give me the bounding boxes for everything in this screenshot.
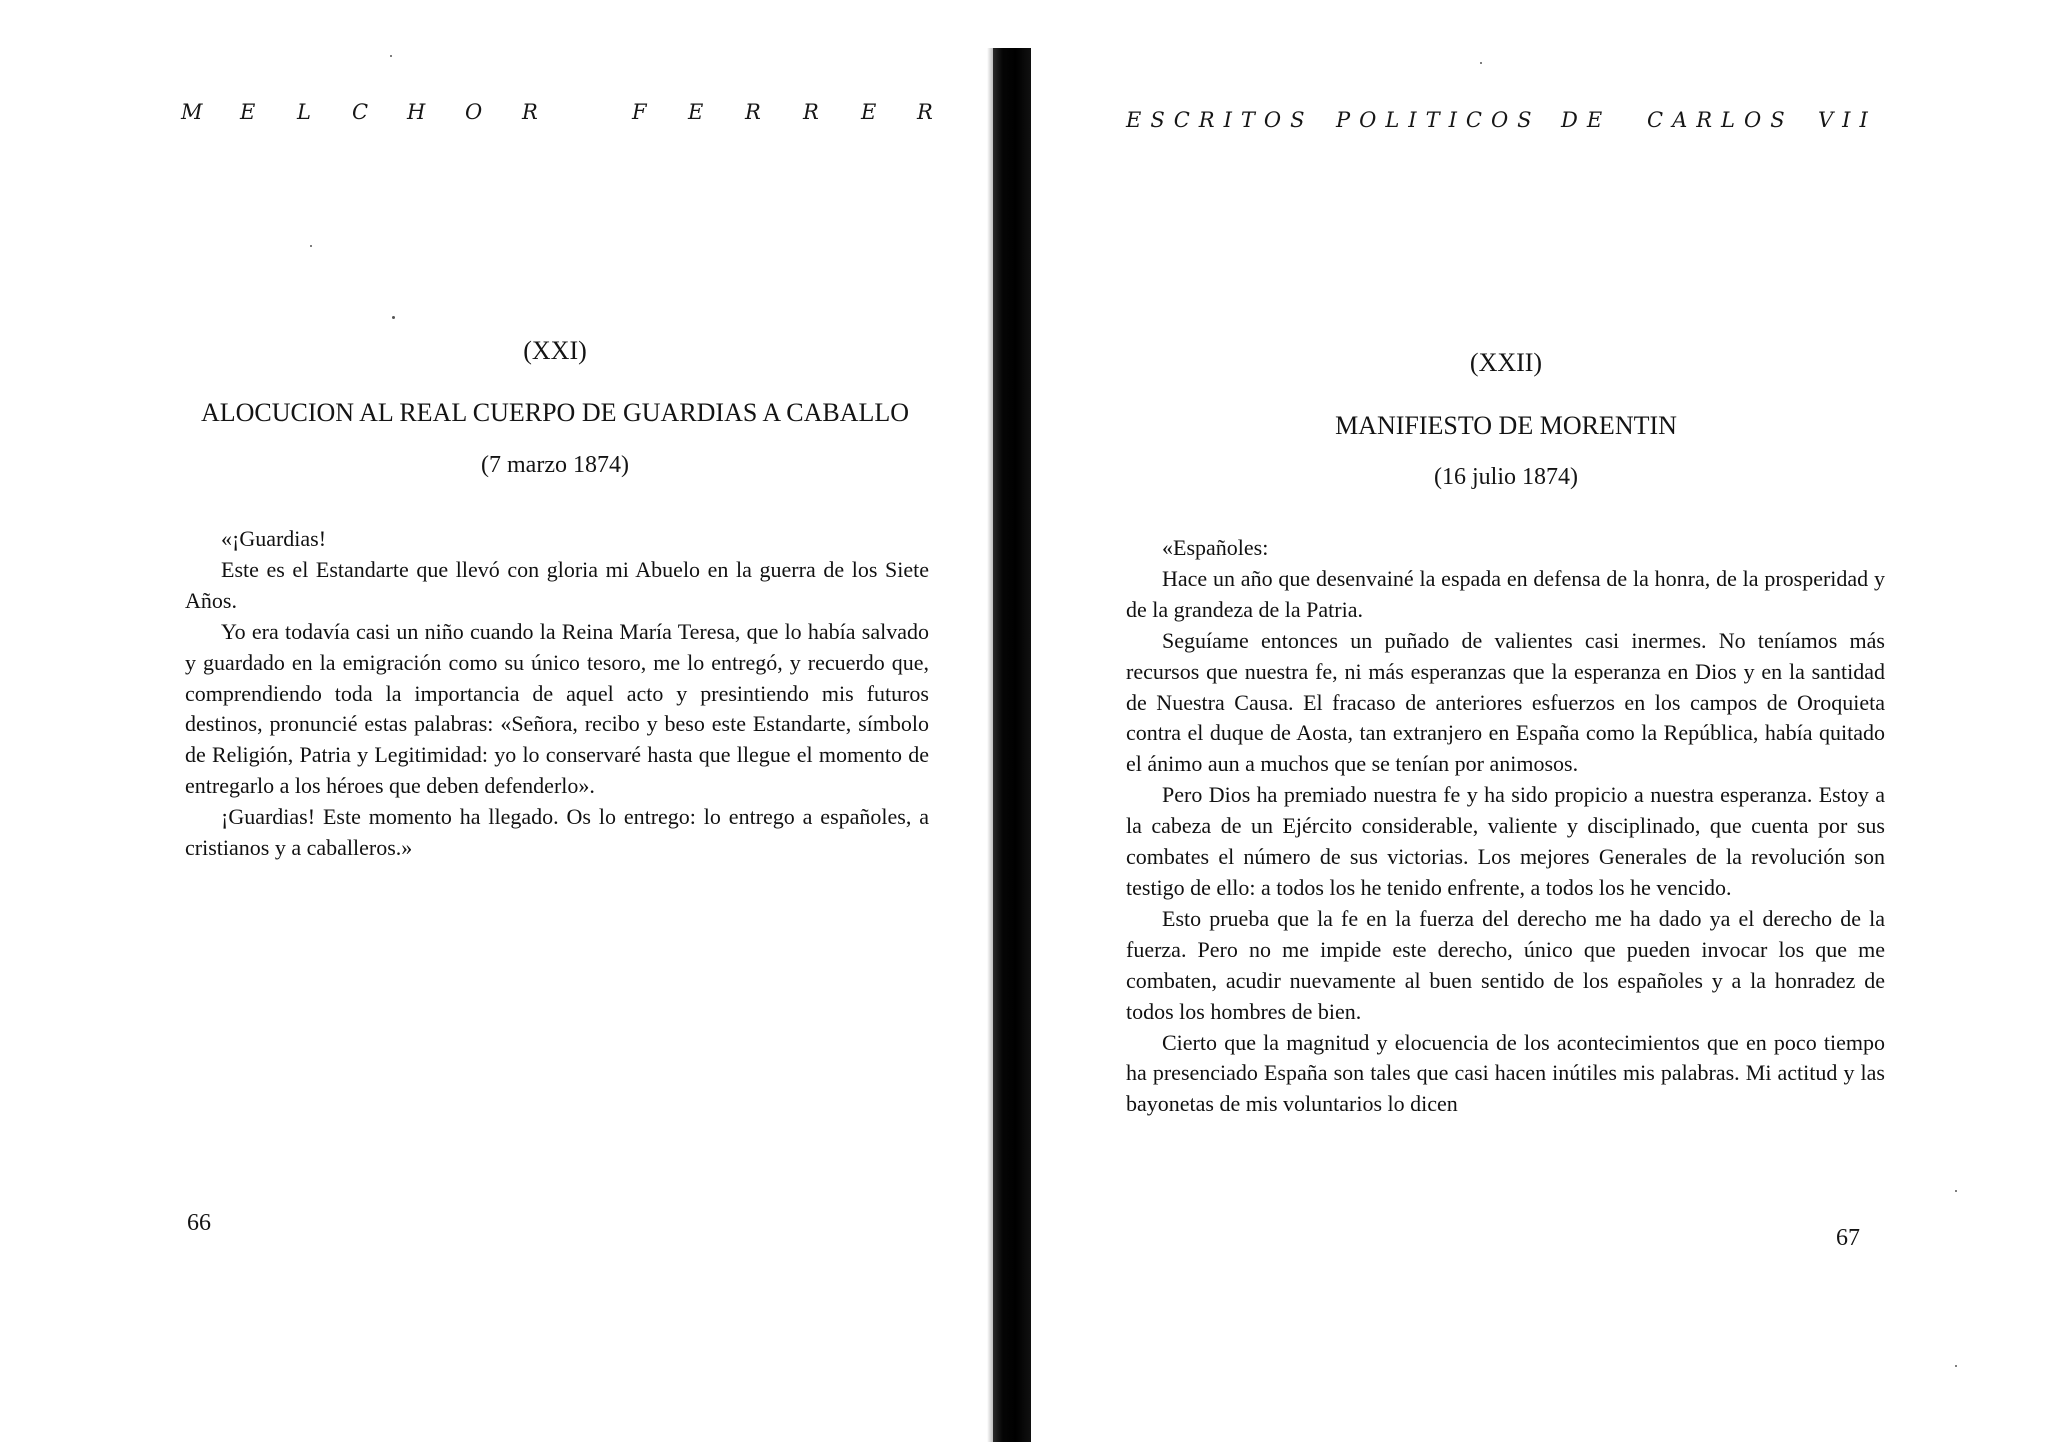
running-head-letter: E: [688, 100, 704, 124]
paper-speck: [310, 245, 312, 247]
chapter-number: (XXI): [523, 336, 587, 365]
paragraph: ¡Guardias! Este momento ha llegado. Os lo entrego: lo entrego a españoles, a cristianos y a caballeros.»: [185, 804, 929, 861]
running-head-letter: R: [745, 100, 761, 124]
right-page: [1010, 0, 2048, 1442]
paragraph: Este es el Estandarte que llevó con gloria mi Abuelo en la guerra de los Siete Años.: [185, 556, 929, 613]
paper-speck: [1955, 1190, 1957, 1192]
paragraph: Seguíame entonces un puñado de valientes casi inermes. No teníamos más recursos que nuestra fe, ni más esperanzas que la esperanza en Dios y en la santidad de Nuestra Causa. El fracaso de anteriores esfuerzos en los campos de Oroquieta contra el duque de Aosta, tan extranjero en España como la República, había quitado el ánimo aun a muchos que se tenían por animosos.: [1126, 627, 1885, 777]
paper-speck: [390, 55, 392, 57]
chapter-number: (XXII): [1469, 348, 1543, 377]
chapter-date: (16 julio 1874): [1434, 464, 1578, 490]
body-text: [1126, 533, 1885, 1120]
running-head-letter: C: [352, 100, 369, 124]
running-head-word: CARLOS: [1647, 108, 1794, 132]
running-head-letter: R: [522, 100, 538, 124]
running-head-word: POLITICOS: [1336, 108, 1541, 132]
running-head-letter: E: [240, 100, 256, 124]
paragraph: «¡Guardias!: [221, 526, 327, 551]
paragraph: Pero Dios ha premiado nuestra fe y ha sido propicio a nuestra esperanza. Estoy a la cabeza de un Ejército considerable, valiente y disciplinado, que cuenta por sus combates el número de sus victorias. Los mejores Generales de la revolución son testigo de ello: a todos los he tenido enfrente, a todos los he vencido.: [1126, 782, 1885, 900]
running-head-letter: O: [465, 100, 483, 124]
running-head-word: VII: [1818, 108, 1877, 132]
chapter-title: MANIFIESTO DE MORENTIN: [1335, 411, 1677, 440]
left-page: [0, 0, 990, 1442]
running-head-letter: H: [407, 100, 426, 124]
paragraph: Yo era todavía casi un niño cuando la Reina María Teresa, que lo había salvado y guardado en la emigración como su único tesoro, me lo entregó, y recuerdo que, comprendiendo toda la importancia de aquel acto y presintiendo mis futuros destinos, pronuncié estas palabras: «Señora, recibo y beso este Estandarte, símbolo de Religión, Patria y Legitimidad: yo lo conservaré hasta que llegue el momento de entregarlo a los héroes que deben defenderlo».: [185, 618, 929, 799]
paragraph: Hace un año que desenvainé la espada en defensa de la honra, de la prosperidad y de la grandeza de la Patria.: [1126, 565, 1885, 622]
running-head-word: DE: [1561, 108, 1612, 132]
running-head-letter: E: [861, 100, 877, 124]
page-number: 67: [1836, 1225, 1860, 1251]
running-head-letter: R: [803, 100, 819, 124]
paragraph: Esto prueba que la fe en la fuerza del derecho me ha dado ya el derecho de la fuerza. Pero no me impide este derecho, único que pueden invocar los que me combaten, acudir nuevamente al buen sentido de los españoles y a la honradez de todos los hombres de bien.: [1126, 905, 1885, 1024]
paragraph: «Españoles:: [1162, 535, 1269, 560]
body-text: [185, 524, 929, 864]
paper-speck: [1480, 62, 1482, 64]
paper-speck: [392, 316, 395, 319]
running-head-letter: L: [297, 100, 311, 124]
paper-speck: [1955, 1365, 1957, 1367]
chapter-date: (7 marzo 1874): [481, 452, 629, 478]
running-head-letter: F: [632, 100, 647, 124]
page-number: 66: [187, 1210, 211, 1236]
running-head-letter: R: [917, 100, 933, 124]
running-head-word: ESCRITOS: [1126, 108, 1314, 132]
paragraph: Cierto que la magnitud y elocuencia de los acontecimientos que en poco tiempo ha presenciado España son tales que casi hacen inútiles mis palabras. Mi actitud y las bayonetas de mis voluntarios lo dicen: [1126, 1029, 1885, 1117]
chapter-title: ALOCUCION AL REAL CUERPO DE GUARDIAS A CABALLO: [200, 398, 910, 427]
running-head-letter: M: [181, 100, 203, 124]
